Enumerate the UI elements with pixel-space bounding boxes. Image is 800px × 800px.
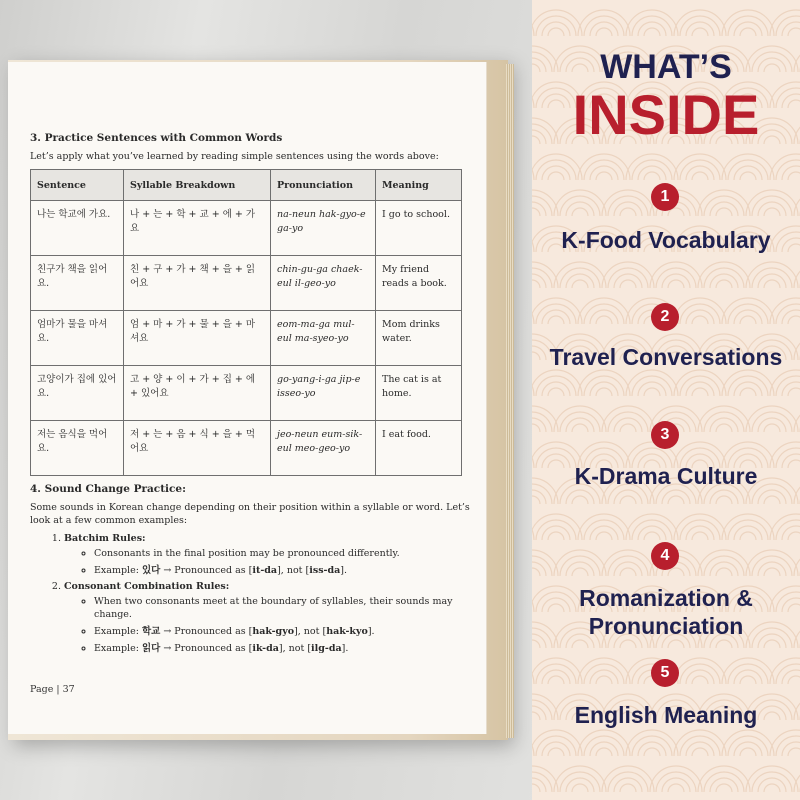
feature-4-label: Romanization & Pronunciation xyxy=(579,585,753,639)
table-row xyxy=(31,256,462,311)
header-meaning: Meaning xyxy=(376,170,462,201)
example-text: → Pronounced as [ xyxy=(160,626,253,637)
rule-item xyxy=(64,533,470,577)
header-sentence: Sentence xyxy=(31,170,124,201)
example-text: ]. xyxy=(367,626,375,637)
rule-sublist xyxy=(64,547,470,577)
table-row xyxy=(31,366,462,421)
table-row xyxy=(31,201,462,256)
rule-text: Consonants in the final position may be pronounced differently. xyxy=(94,548,400,559)
cell-syllable-breakdown: 고 + 양 + 이 + 가 + 집 + 에 + 있어요 xyxy=(124,366,271,421)
cell-sentence: 저는 음식을 먹어요. xyxy=(31,421,124,476)
rule-title: Consonant Combination Rules: xyxy=(64,581,230,592)
table-body xyxy=(31,201,462,476)
feature-2-label: Travel Conversations xyxy=(549,344,783,370)
cell-meaning: The cat is at home. xyxy=(376,366,462,421)
rule-sublist xyxy=(64,595,470,655)
example-text: → Pronounced as [ xyxy=(160,565,253,576)
cell-pronunciation: jeo-neun eum-sik-eul meo-geo-yo xyxy=(271,421,376,476)
rule-subitem xyxy=(94,625,470,638)
example-text: ]. xyxy=(340,565,348,576)
feature-2-badge: 2 xyxy=(651,303,679,331)
promo-content xyxy=(532,0,800,800)
example-text: ], not [ xyxy=(278,643,312,654)
headline-whats: WHAT’S xyxy=(600,48,732,86)
example-prefix: Example: xyxy=(94,626,142,637)
section-4-title: 4. Sound Change Practice: xyxy=(30,483,186,495)
example-word: 읽다 xyxy=(141,643,161,654)
promo-panel xyxy=(532,0,800,800)
example-prefix: Example: xyxy=(94,643,142,654)
example-text: ]. xyxy=(341,643,349,654)
rule-subitem xyxy=(94,595,470,621)
example-correct: hak-gyo xyxy=(252,626,295,637)
book-page xyxy=(8,62,487,734)
example-incorrect: iss-da xyxy=(309,565,341,576)
section-3-intro: Let’s apply what you’ve learned by reading simple sentences using the words above: xyxy=(30,151,439,162)
section-4-intro: Some sounds in Korean change depending on their position within a syllable or word. Let’s look at a few common examples: xyxy=(30,502,470,526)
example-incorrect: hak-kyo xyxy=(326,626,368,637)
example-word: 있다 xyxy=(141,565,161,576)
cell-syllable-breakdown: 친 + 구 + 가 + 책 + 을 + 읽어요 xyxy=(124,256,271,311)
cell-pronunciation: go-yang-i-ga jip-e isseo-yo xyxy=(271,366,376,421)
cell-syllable-breakdown: 엄 + 마 + 가 + 물 + 을 + 마셔요 xyxy=(124,311,271,366)
example-text: ], not [ xyxy=(294,626,327,637)
rule-subitem xyxy=(94,642,470,655)
page-content xyxy=(30,132,470,659)
header-syllable-breakdown: Syllable Breakdown xyxy=(124,170,271,201)
cell-syllable-breakdown: 나 + 는 + 학 + 교 + 에 + 가요 xyxy=(124,201,271,256)
example-correct: it-da xyxy=(252,565,278,576)
feature-1-badge: 1 xyxy=(651,183,679,211)
cell-sentence: 고양이가 집에 있어요. xyxy=(31,366,124,421)
page-number: Page | 37 xyxy=(30,684,75,695)
cell-meaning: I go to school. xyxy=(376,201,462,256)
example-text: ], not [ xyxy=(277,565,310,576)
cell-meaning: I eat food. xyxy=(376,421,462,476)
feature-5-label: English Meaning xyxy=(574,702,758,728)
rule-subitem xyxy=(94,547,470,560)
feature-1-label: K-Food Vocabulary xyxy=(561,227,771,253)
table-row xyxy=(31,311,462,366)
example-incorrect: ilg-da xyxy=(311,643,342,654)
example-prefix: Example: xyxy=(94,565,142,576)
cell-meaning: My friend reads a book. xyxy=(376,256,462,311)
feature-3-badge: 3 xyxy=(651,421,679,449)
cell-pronunciation: na-neun hak-gyo-e ga-yo xyxy=(271,201,376,256)
example-word: 학교 xyxy=(141,626,161,637)
feature-3-label: K-Drama Culture xyxy=(574,463,758,489)
table-row xyxy=(31,421,462,476)
cell-sentence: 나는 학교에 가요. xyxy=(31,201,124,256)
rules-list xyxy=(30,533,470,655)
rule-text: When two consonants meet at the boundary of syllables, their sounds may change. xyxy=(94,596,453,620)
cell-meaning: Mom drinks water. xyxy=(376,311,462,366)
feature-5-badge: 5 xyxy=(651,659,679,687)
rule-item xyxy=(64,581,470,655)
section-3-title: 3. Practice Sentences with Common Words xyxy=(30,132,283,144)
cell-syllable-breakdown: 저 + 는 + 음 + 식 + 을 + 먹어요 xyxy=(124,421,271,476)
cell-sentence: 친구가 책을 읽어요. xyxy=(31,256,124,311)
feature-4-badge: 4 xyxy=(651,542,679,570)
practice-table xyxy=(30,169,462,476)
cell-pronunciation: chin-gu-ga chaek-eul il-geo-yo xyxy=(271,256,376,311)
rule-title: Batchim Rules: xyxy=(64,533,146,544)
cell-sentence: 엄마가 물을 마셔요. xyxy=(31,311,124,366)
rule-subitem xyxy=(94,564,470,577)
example-text: → Pronounced as [ xyxy=(160,643,253,654)
header-pronunciation: Pronunciation xyxy=(271,170,376,201)
table-header-row xyxy=(31,170,462,201)
headline-inside: INSIDE xyxy=(572,83,760,146)
example-correct: ik-da xyxy=(252,643,279,654)
cell-pronunciation: eom-ma-ga mul-eul ma-syeo-yo xyxy=(271,311,376,366)
